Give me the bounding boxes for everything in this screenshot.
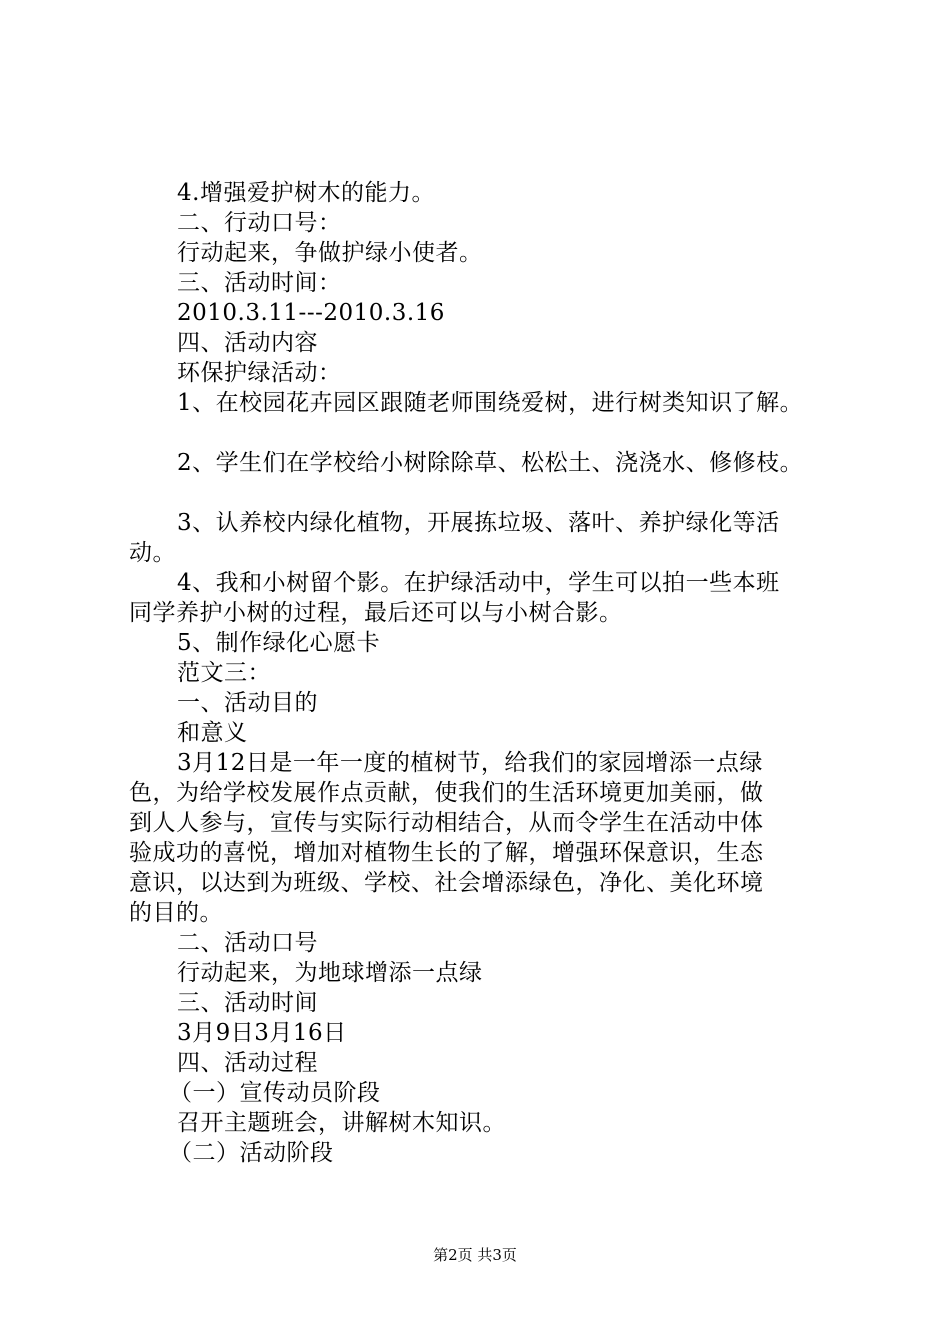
sub-heading: （二）活动阶段 (169, 1140, 334, 1166)
text-line: 召开主题班会，讲解树木知识。 (177, 1110, 506, 1136)
text-line: 行动起来，争做护绿小使者。 (177, 240, 483, 266)
text-line: 行动起来，为地球增添一点绿 (177, 960, 483, 986)
section-heading: 四、活动内容 (177, 330, 318, 356)
section-heading: 四、活动过程 (177, 1050, 318, 1076)
section-heading: 一、活动目的 (177, 690, 318, 716)
paragraph-line: 的目的。 (129, 900, 223, 926)
sub-heading: （一）宣传动员阶段 (169, 1080, 381, 1106)
spacer (129, 418, 849, 448)
text-line: 2010.3.11---2010.3.16 (177, 300, 445, 326)
text-line: 4.增强爱护树木的能力。 (177, 180, 435, 206)
text-line: 和意义 (177, 720, 248, 746)
list-item: 2、学生们在学校给小树除除草、松松土、浇浇水、修修枝。 (177, 450, 804, 476)
paragraph-line: 3月12日是一年一度的植树节，给我们的家园增添一点绿 (177, 750, 763, 776)
list-item: 1、在校园花卉园区跟随老师围绕爱树，进行树类知识了解。 (177, 390, 804, 416)
paragraph-line: 色，为给学校发展作点贡献，使我们的生活环境更加美丽，做 (129, 780, 764, 806)
text-line: 动。 (129, 540, 176, 566)
list-item: 3、认养校内绿化植物，开展拣垃圾、落叶、养护绿化等活 (177, 510, 780, 536)
section-heading: 范文三： (177, 660, 271, 686)
text-line: 3月9日3月16日 (177, 1020, 347, 1046)
spacer (129, 478, 849, 508)
paragraph-line: 验成功的喜悦，增加对植物生长的了解，增强环保意识，生态 (129, 840, 764, 866)
list-item: 5、制作绿化心愿卡 (177, 630, 381, 656)
section-heading: 三、活动时间 (177, 990, 318, 1016)
page-footer: 第2页 共3页 (433, 1246, 517, 1264)
document-body (129, 178, 849, 1168)
list-item: 4、我和小树留个影。在护绿活动中，学生可以拍一些本班 (177, 570, 780, 596)
text-line: 同学养护小树的过程，最后还可以与小树合影。 (129, 600, 623, 626)
section-heading: 二、活动口号 (177, 930, 318, 956)
section-heading: 三、活动时间： (177, 270, 342, 296)
text-line: 环保护绿活动： (177, 360, 342, 386)
paragraph-line: 意识，以达到为班级、学校、社会增添绿色，净化、美化环境 (129, 870, 764, 896)
section-heading: 二、行动口号： (177, 210, 342, 236)
paragraph-line: 到人人参与，宣传与实际行动相结合，从而令学生在活动中体 (129, 810, 764, 836)
